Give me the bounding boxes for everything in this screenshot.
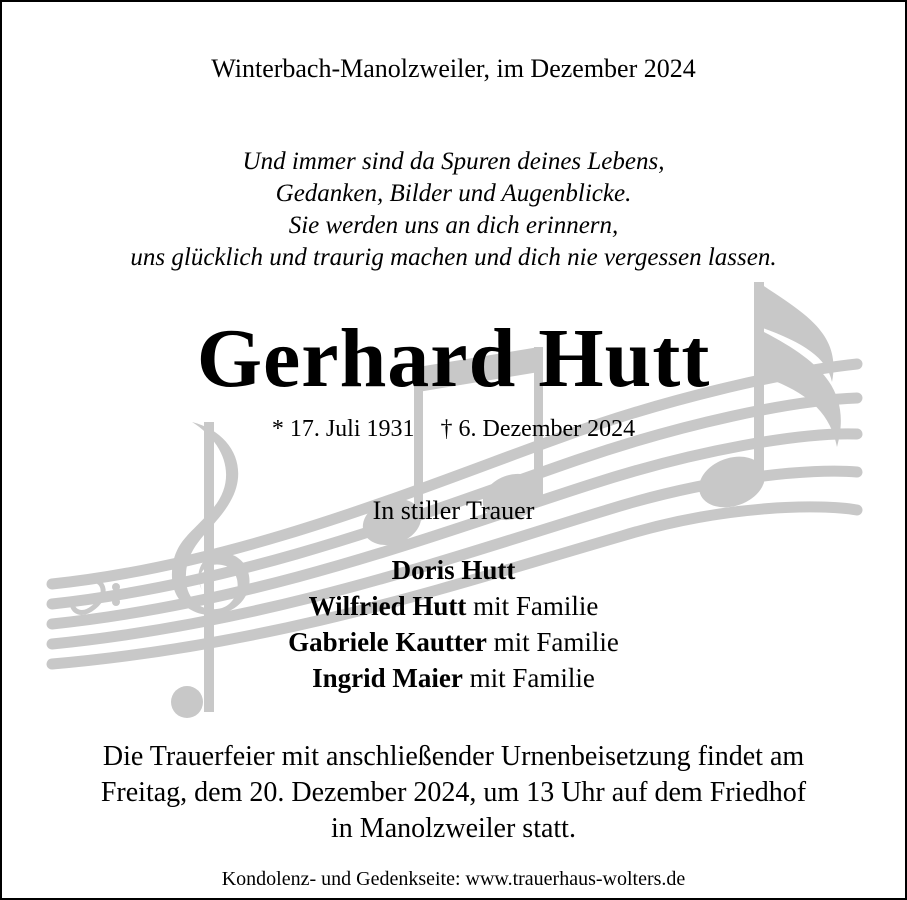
condolence-website: Kondolenz- und Gedenkseite: www.trauerhaus-wolters.de xyxy=(221,868,686,890)
funeral-service-info xyxy=(2,739,905,847)
mourner-row xyxy=(2,660,905,696)
mourner-name: Ingrid Maier xyxy=(312,663,463,693)
mourner-suffix: mit Familie xyxy=(462,663,595,693)
birth-date: * 17. Juli 1931 xyxy=(271,416,415,442)
poem-line: Sie werden uns an dich erinnern, xyxy=(288,212,619,239)
mourner-name: Doris Hutt xyxy=(391,555,516,585)
mourner-row xyxy=(2,552,905,588)
place-and-date: Winterbach-Manolzweiler, im Dezember 2024 xyxy=(211,54,696,83)
service-line: Freitag, dem 20. Dezember 2024, um 13 Uhr auf dem Friedhof xyxy=(100,777,807,808)
deceased-name: Gerhard Hutt xyxy=(196,312,711,405)
death-date: † 6. Dezember 2024 xyxy=(440,416,636,442)
life-dates xyxy=(2,416,905,443)
mourning-intro: In stiller Trauer xyxy=(372,496,535,525)
service-line: in Manolzweiler statt. xyxy=(331,813,576,844)
poem-line: uns glücklich und traurig machen und dich nie vergessen lassen. xyxy=(130,244,777,271)
mourner-name: Wilfried Hutt xyxy=(308,591,467,621)
mourner-row xyxy=(2,588,905,624)
poem-line: Gedanken, Bilder und Augenblicke. xyxy=(275,180,632,207)
mourner-row xyxy=(2,624,905,660)
memorial-poem xyxy=(2,146,905,274)
mourner-name: Gabriele Kautter xyxy=(288,627,487,657)
mourners-list xyxy=(2,552,905,696)
service-line: Die Trauerfeier mit anschließender Urnenbeisetzung findet am xyxy=(102,741,805,772)
mourner-suffix: mit Familie xyxy=(466,591,599,621)
mourner-suffix: mit Familie xyxy=(486,627,619,657)
poem-line: Und immer sind da Spuren deines Lebens, xyxy=(242,148,665,175)
